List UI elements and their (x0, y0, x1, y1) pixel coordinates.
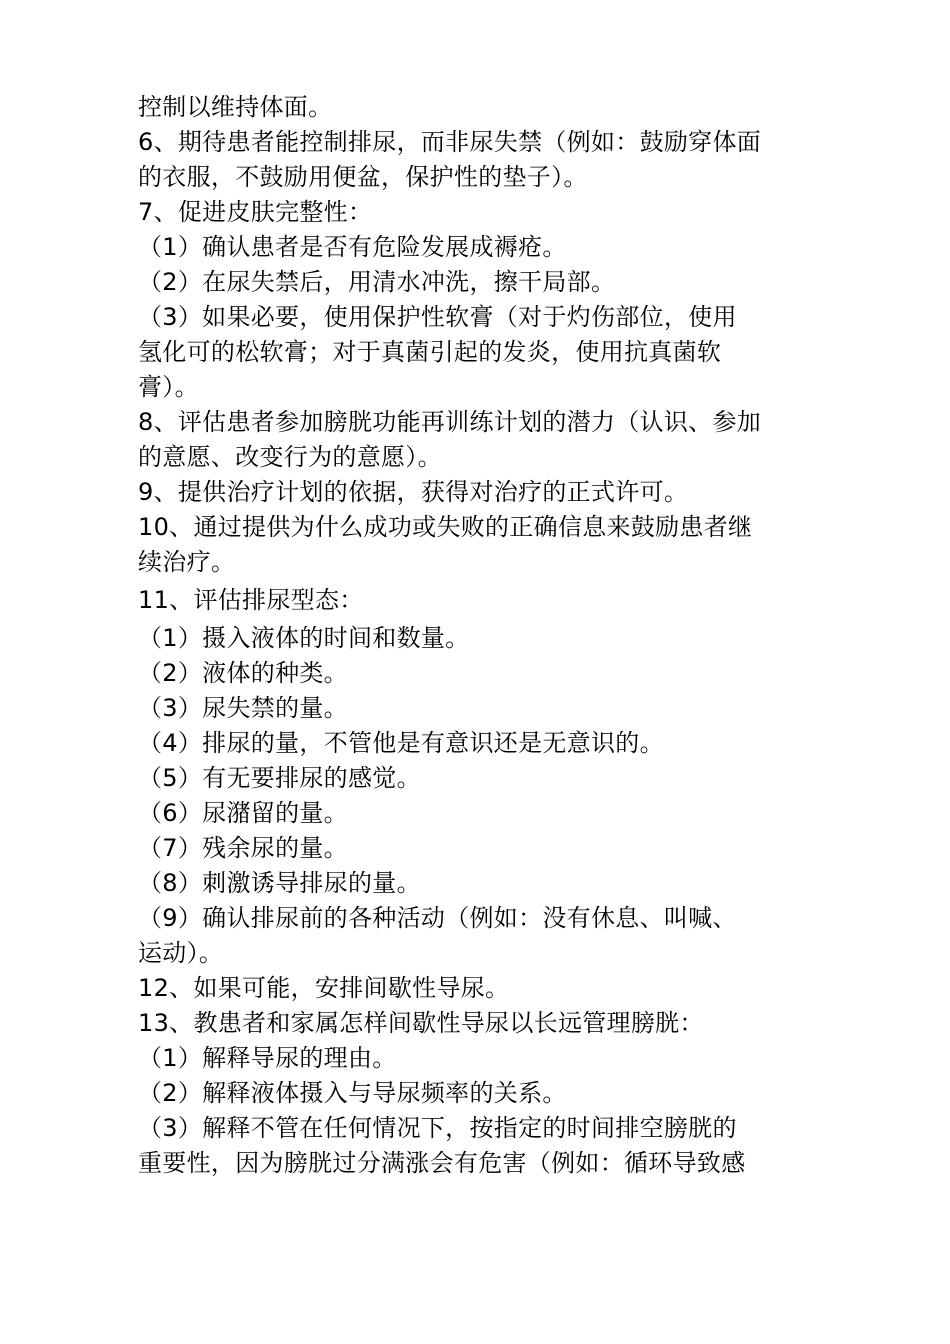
text-line: （4）排尿的量，不管他是有意识还是无意识的。 (138, 729, 664, 757)
text-line: （2）解释液体摄入与导尿频率的关系。 (138, 1079, 567, 1107)
text-line: （1）解释导尿的理由。 (138, 1044, 397, 1072)
text-line: 13、教患者和家属怎样间歇性导尿以长远管理膀胱： (138, 1009, 704, 1037)
text-line: 9、提供治疗计划的依据，获得对治疗的正式许可。 (138, 478, 689, 506)
document-body (138, 90, 818, 1181)
text-line: （1）摄入液体的时间和数量。 (138, 624, 470, 652)
text-line: 的衣服，不鼓励用便盆，保护性的垫子）。 (138, 163, 588, 191)
text-line: （9）确认排尿前的各种活动（例如：没有休息、叫喊、 (138, 904, 737, 932)
text-line: 氢化可的松软膏；对于真菌引起的发炎，使用抗真菌软 (138, 338, 722, 366)
text-line: 的意愿、改变行为的意愿）。 (138, 443, 442, 471)
text-line: 8、评估患者参加膀胱功能再训练计划的潜力（认识、参加 (138, 408, 762, 436)
text-line: 控制以维持体面。 (138, 93, 333, 121)
text-line: （2）液体的种类。 (138, 659, 348, 687)
text-line: （3）尿失禁的量。 (138, 694, 348, 722)
text-line: 6、期待患者能控制排尿，而非尿失禁（例如：鼓励穿体面 (138, 128, 762, 156)
text-line: 7、促进皮肤完整性： (138, 198, 373, 226)
text-line: 膏）。 (138, 373, 199, 401)
text-line: （6）尿潴留的量。 (138, 799, 348, 827)
text-line: （2）在尿失禁后，用清水冲洗，擦干局部。 (138, 268, 616, 296)
text-line: 12、如果可能，安排间歇性导尿。 (138, 974, 510, 1002)
text-line: （8）刺激诱导排尿的量。 (138, 869, 421, 897)
text-line: （7）残余尿的量。 (138, 834, 348, 862)
text-line: 续治疗。 (138, 548, 236, 576)
text-line: （1）确认患者是否有危险发展成褥疮。 (138, 233, 567, 261)
text-line: （5）有无要排尿的感觉。 (138, 764, 421, 792)
text-line: （3）解释不管在任何情况下，按指定的时间排空膀胱的 (138, 1114, 737, 1142)
text-line: （3）如果必要，使用保护性软膏（对于灼伤部位，使用 (138, 303, 737, 331)
text-line: 10、通过提供为什么成功或失败的正确信息来鼓励患者继 (138, 513, 753, 541)
text-line: 11、评估排尿型态： (138, 586, 364, 614)
text-line: 运动）。 (138, 939, 224, 967)
text-line: 重要性，因为膀胱过分满涨会有危害（例如：循环导致感 (138, 1149, 746, 1177)
